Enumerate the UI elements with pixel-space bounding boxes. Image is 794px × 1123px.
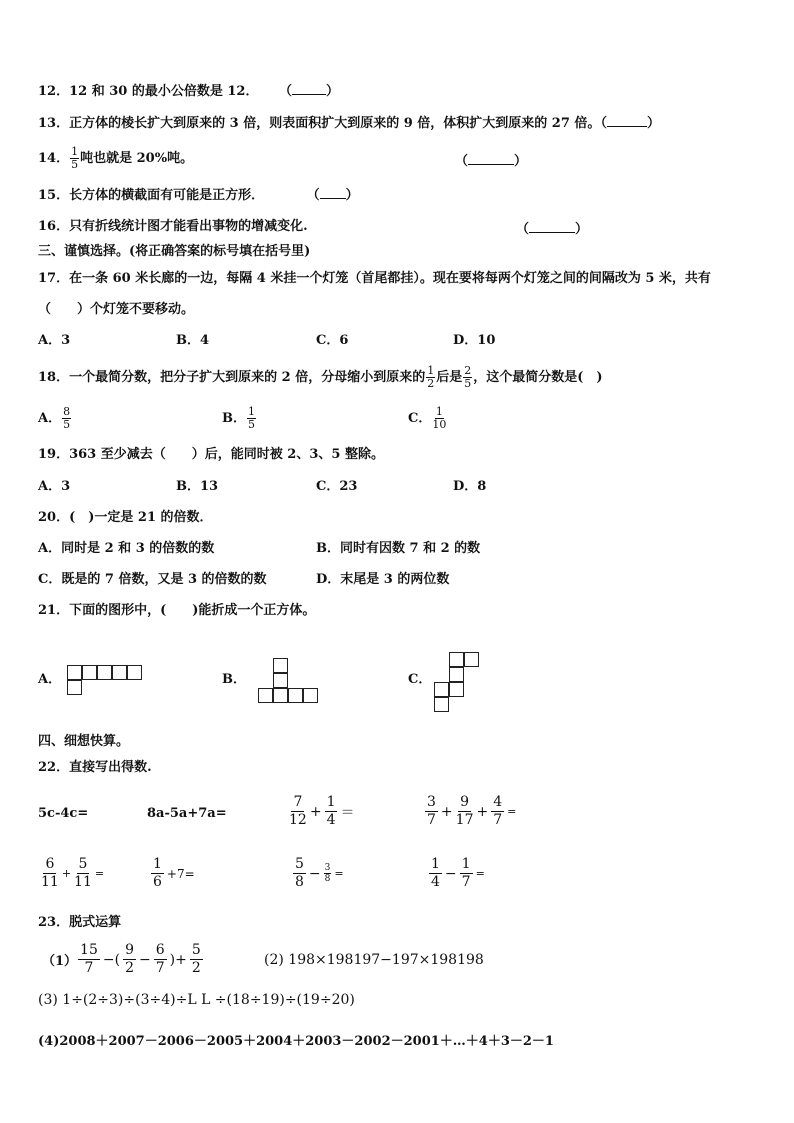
q20-option-a[interactable]: A．同时是 2 和 3 的倍数的数: [38, 541, 215, 556]
q17-line-2: （ ）个灯笼不要移动。: [38, 302, 195, 317]
q18-fraction-two-fifths: $\frac{2}{5}$: [464, 364, 472, 390]
q17-option-a[interactable]: A．3: [38, 333, 71, 348]
q23-part-2: (2) 198×198197−197×198198: [264, 952, 484, 968]
question-20: 20．( )一定是 21 的倍数．: [38, 510, 213, 525]
q19-option-c[interactable]: C．23: [316, 479, 358, 494]
q12-answer-blank[interactable]: [292, 82, 326, 95]
q17-option-d[interactable]: D．10: [453, 333, 496, 348]
q22-expr-4: $\frac{3}{7}$ + $\frac{9}{17}$ + $\frac{4}{7}$ =: [427, 794, 517, 828]
q23-part-1: （1） $\frac{15}{7}$ −( $\frac{9}{2}$ − $\frac{6}{7}$ )+ $\frac{5}{2}$: [42, 942, 201, 976]
q18-text-mid: 后是: [436, 370, 463, 385]
q22-expr-3: $\frac{7}{12}$ + $\frac{1}{4}$ ＝: [289, 794, 355, 828]
q21-option-a-label[interactable]: A．: [38, 672, 62, 687]
q18-option-b[interactable]: B． $\frac{1}{5}$: [222, 405, 255, 431]
q15-answer-paren: （ ）: [306, 188, 359, 203]
q14-text: 吨也就是 20%吨。: [80, 151, 194, 166]
q15-text: 15．长方体的横截面有可能是正方形．: [38, 188, 265, 203]
q19-option-b[interactable]: B．13: [176, 479, 219, 494]
q14-answer-paren: （ ）: [455, 154, 528, 169]
q20-option-c[interactable]: C．既是的 7 倍数，又是 3 的倍数的数: [38, 572, 267, 587]
q13-answer-paren: （ ）: [600, 116, 660, 131]
q12-text: 12．12 和 30 的最小公倍数是 12．: [38, 84, 259, 99]
question-15: [38, 186, 359, 205]
q22-title: 22．直接写出得数.: [38, 760, 152, 775]
q15-answer-blank[interactable]: [320, 186, 346, 199]
question-14: [38, 142, 193, 176]
section-4-heading: 四、细想快算。: [38, 734, 130, 749]
q23-part-3: (3) 1÷(2÷3)÷(3÷4)÷L L ÷(18÷19)÷(19÷20): [38, 992, 355, 1008]
q18-option-a[interactable]: A． $\frac{8}{5}$: [38, 405, 71, 431]
q22-expr-7: $\frac{5}{8}$ − $\frac{3}{8}$ =: [295, 856, 344, 890]
q20-option-d[interactable]: D．末尾是 3 的两位数: [316, 572, 450, 587]
q18-text-post: ，这个最简分数是( ): [473, 370, 603, 385]
q13-text: 13．正方体的棱长扩大到原来的 3 倍，则表面积扩大到原来的 9 倍，体积扩大到原来的 27 倍。: [38, 116, 601, 131]
q14-number: 14．: [38, 151, 70, 166]
q22-expr-1: 5c-4c=: [38, 806, 89, 821]
q14-answer-blank[interactable]: [468, 152, 514, 165]
section-3-heading: 三、谨慎选择。(将正确答案的标号填在括号里): [38, 244, 311, 259]
q23-part-4: (4)2008＋2007－2006－2005＋2004＋2003－2002－2001＋…＋4＋3－2－1: [38, 1034, 554, 1049]
q22-expr-2: 8a-5a+7a=: [147, 806, 227, 821]
question-12: [38, 82, 339, 101]
question-18: [38, 361, 603, 395]
q16-answer-blank[interactable]: [529, 220, 575, 233]
q16-text: 16．只有折线统计图才能看出事物的增减变化.: [38, 219, 308, 234]
q22-expr-8: $\frac{1}{4}$ − $\frac{1}{7}$ =: [431, 856, 485, 890]
q22-expr-6: $\frac{1}{6}$ +7=: [153, 856, 195, 890]
q19-option-d[interactable]: D．8: [453, 479, 487, 494]
q13-answer-blank[interactable]: [607, 114, 647, 127]
q16-answer-paren: （ ）: [516, 222, 589, 237]
question-13: [38, 114, 660, 133]
q17-option-b[interactable]: B．4: [176, 333, 210, 348]
q17-line-1: 17．在一条 60 米长廊的一边，每隔 4 米挂一个灯笼（首尾都挂）。现在要将每两个灯笼之间的间隔改为 5 米，共有: [38, 271, 711, 286]
q21-option-b-label[interactable]: B．: [222, 672, 246, 687]
q23-title: 23．脱式运算: [38, 915, 122, 930]
q20-option-b[interactable]: B．同时有因数 7 和 2 的数: [316, 541, 481, 556]
q18-text-pre: 18．一个最简分数，把分子扩大到原来的 2 倍，分母缩小到原来的: [38, 370, 426, 385]
q18-fraction-half: $\frac{1}{2}$: [427, 364, 435, 390]
q14-fraction: $\frac{1}{5}$: [71, 145, 79, 171]
question-16: [38, 218, 308, 236]
q22-expr-5: $\frac{6}{11}$ + $\frac{5}{11}$ =: [41, 856, 105, 890]
q19-option-a[interactable]: A．3: [38, 479, 71, 494]
q12-answer-paren: （ ）: [279, 84, 340, 99]
q21-option-c-label[interactable]: C．: [408, 672, 432, 687]
q17-option-c[interactable]: C．6: [316, 333, 349, 348]
q18-option-c[interactable]: C． $\frac{1}{10}$: [408, 405, 447, 431]
question-21: 21．下面的图形中，( )能折成一个正方体。: [38, 603, 316, 618]
question-19: 19．363 至少减去（ ）后，能同时被 2、3、5 整除。: [38, 447, 384, 462]
